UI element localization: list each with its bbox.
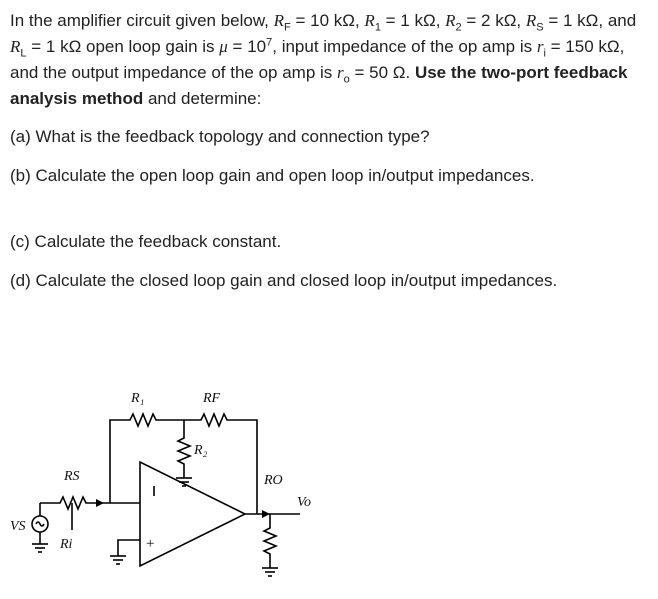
intro-text: and determine: [143, 89, 262, 108]
mu-symbol: μ [219, 37, 228, 56]
vs-label: VS [10, 519, 26, 534]
rs-symbol: R [525, 11, 537, 30]
intro-text: = 10 [227, 37, 267, 56]
question-c: (c) Calculate the feedback constant. [10, 232, 282, 251]
problem-statement [10, 8, 650, 307]
intro-text: = 1 kΩ, [380, 11, 446, 30]
rf-symbol: R [273, 11, 285, 30]
op-amp-symbol [140, 462, 245, 566]
problem-intro [10, 8, 650, 112]
intro-text: , input impedance of the op amp is [272, 37, 537, 56]
circuit-diagram [0, 378, 360, 596]
intro-text: = 150 kΩ, and the output impedance of the op amp is [10, 37, 625, 82]
intro-text: = 1 kΩ open loop gain is [26, 37, 220, 56]
noninverting-wire [118, 540, 140, 556]
ro-label: RO [264, 473, 283, 488]
rs-resistor [40, 497, 140, 509]
question-a: (a) What is the feedback topology and connection type? [10, 127, 430, 146]
rl-symbol: R [10, 37, 21, 56]
r2-symbol: R [445, 11, 456, 30]
question-d: (d) Calculate the closed loop gain and closed loop in/output impedances. [10, 271, 558, 290]
r2-resistor [178, 420, 190, 478]
rl-subscript: L [20, 47, 27, 60]
intro-text: = 2 kΩ, [461, 11, 526, 30]
ri-symbol: r [536, 37, 544, 56]
vo-label: Vo [297, 495, 311, 510]
r2-label: R₂ [194, 443, 208, 458]
ri-subscript: i [543, 47, 546, 60]
mu-exponent: 7 [266, 36, 273, 49]
intro-text: = 1 kΩ, and [543, 11, 637, 30]
question-b: (b) Calculate the open loop gain and open loop in/output impedances. [10, 166, 535, 185]
plus-label: + [146, 536, 155, 552]
rf-label: RF [203, 391, 221, 406]
r2-subscript: 2 [455, 21, 462, 34]
r1-symbol: R [364, 11, 375, 30]
method-emphasis: Use the two-port feedback analysis method [10, 63, 628, 108]
rf-subscript: F [284, 21, 291, 34]
intro-text: = 10 kΩ, [290, 11, 365, 30]
vs-wave [36, 522, 44, 526]
ri-label: Ri [60, 537, 73, 552]
ro-subscript: o [343, 73, 350, 86]
output-arrow-icon [262, 510, 270, 518]
input-arrow-icon [96, 499, 104, 507]
intro-text: = 50 Ω. [349, 63, 415, 82]
ro-symbol: r [337, 63, 344, 82]
rs-subscript: S [536, 21, 544, 34]
rl-resistor [264, 514, 276, 568]
rs-label: RS [64, 469, 80, 484]
intro-text: In the amplifier circuit given below, [10, 11, 274, 30]
r1-subscript: 1 [374, 21, 381, 34]
r1-label: R₁ [131, 391, 145, 406]
